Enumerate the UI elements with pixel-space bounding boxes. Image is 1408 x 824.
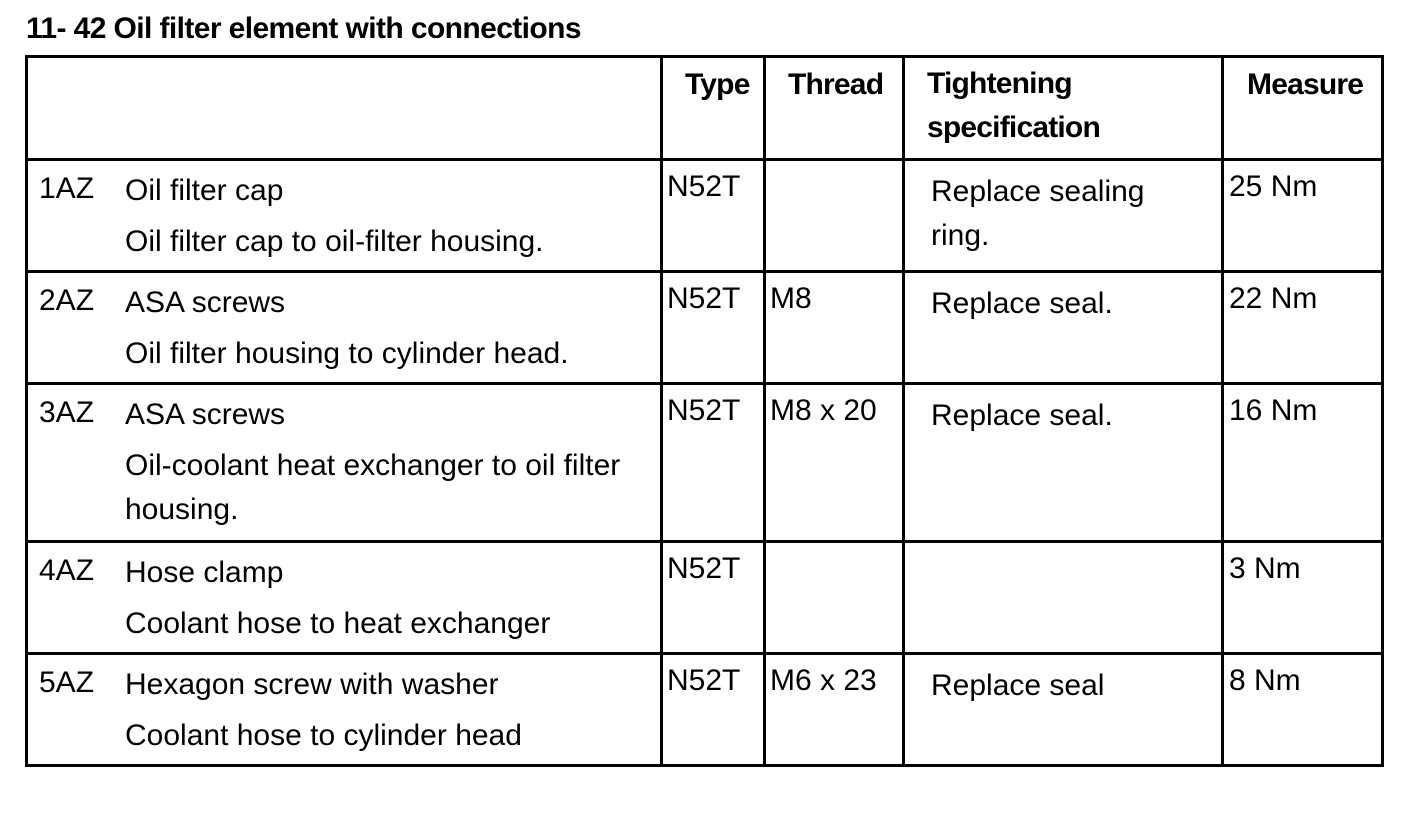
thread-value: M6 x 23 — [770, 664, 877, 697]
tightening-value: Replace seal. — [931, 287, 1113, 320]
item-name: Hose clamp — [125, 556, 284, 589]
measure-value: 8 Nm — [1229, 664, 1301, 697]
type-value: N52T — [667, 282, 741, 315]
measure-cell — [1223, 160, 1383, 272]
header-description — [27, 57, 662, 160]
thread-value: M8 — [770, 282, 812, 315]
measure-value: 3 Nm — [1229, 552, 1301, 585]
item-name: Hexagon screw with washer — [125, 668, 499, 701]
thread-cell — [765, 272, 904, 384]
tightening-cell — [904, 542, 1223, 654]
item-location: Oil filter cap to oil-filter housing. — [125, 225, 544, 258]
item-location: Oil filter housing to cylinder head. — [125, 337, 569, 370]
item-name: ASA screws — [125, 286, 286, 319]
measure-value: 22 Nm — [1229, 282, 1318, 315]
type-cell — [662, 542, 765, 654]
thread-value — [766, 543, 902, 552]
description-cell — [27, 542, 662, 654]
item-code: 4AZ — [39, 554, 95, 587]
item-location: Coolant hose to cylinder head — [125, 719, 522, 752]
tightening-value: Replace sealing ring. — [931, 175, 1145, 252]
measure-cell — [1223, 272, 1383, 384]
measure-value: 16 Nm — [1229, 394, 1318, 427]
description-cell — [27, 160, 662, 272]
thread-cell — [765, 160, 904, 272]
torque-spec-table — [25, 55, 1384, 767]
measure-value: 25 Nm — [1229, 170, 1318, 203]
tightening-cell — [904, 384, 1223, 542]
table-row — [27, 542, 1383, 654]
item-code: 3AZ — [39, 396, 95, 429]
thread-value: M8 x 20 — [770, 394, 877, 427]
table-header-row — [27, 57, 1383, 160]
item-code: 1AZ — [39, 172, 95, 205]
item-code: 2AZ — [39, 284, 95, 317]
measure-cell — [1223, 542, 1383, 654]
thread-value — [766, 161, 902, 170]
tightening-cell — [904, 654, 1223, 766]
page-title: 11- 42 Oil filter element with connections — [26, 12, 581, 45]
description-cell — [27, 272, 662, 384]
measure-cell — [1223, 654, 1383, 766]
tightening-cell — [904, 272, 1223, 384]
type-cell — [662, 272, 765, 384]
item-name: ASA screws — [125, 398, 286, 431]
table-row — [27, 654, 1383, 766]
item-code: 5AZ — [39, 666, 95, 699]
tightening-cell — [904, 160, 1223, 272]
tightening-value — [905, 543, 1221, 552]
header-tightening-specification: Tightening specification — [904, 57, 1223, 160]
header-type: Type — [662, 57, 765, 160]
type-value: N52T — [667, 170, 741, 203]
table-row — [27, 384, 1383, 542]
item-name: Oil filter cap — [125, 174, 284, 207]
table-row — [27, 272, 1383, 384]
thread-cell — [765, 384, 904, 542]
measure-cell — [1223, 384, 1383, 542]
type-cell — [662, 160, 765, 272]
tightening-value: Replace seal. — [931, 399, 1113, 432]
type-value: N52T — [667, 552, 741, 585]
thread-cell — [765, 654, 904, 766]
thread-cell — [765, 542, 904, 654]
type-value: N52T — [667, 664, 741, 697]
item-location: Oil-coolant heat exchanger to oil filter housing. — [125, 449, 621, 526]
header-measure: Measure — [1223, 57, 1383, 160]
item-location: Coolant hose to heat exchanger — [125, 607, 551, 640]
description-cell — [27, 654, 662, 766]
table-row — [27, 160, 1383, 272]
description-cell — [27, 384, 662, 542]
type-value: N52T — [667, 394, 741, 427]
type-cell — [662, 384, 765, 542]
header-thread: Thread — [765, 57, 904, 160]
tightening-value: Replace seal — [931, 669, 1105, 702]
type-cell — [662, 654, 765, 766]
